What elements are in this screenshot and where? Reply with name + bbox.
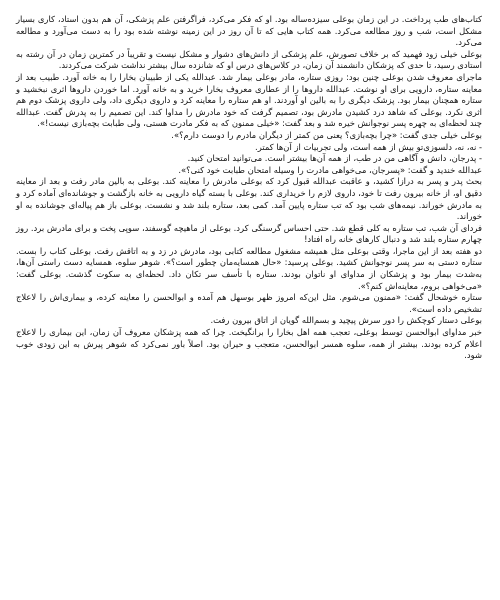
paragraph-3: ماجرای معروف شدن بوعلی چنین بود: روزی ستاره، مادر بوعلی بیمار شد. عبدالله یکی از طبیبان بخارا را به خانه آورد. طبیب بعد از معاینه ستاره، دارویی برای او نوشت. عبدالله داروها را از عطاری معروف بخارا خرید و به خانه آورد. اما خوردن داروها اثری نبخشید و ستاره همچنان بیمار بود. پزشک دیگری را به بالین او آوردند. او هم ستاره را معاینه کرد و داروی دیگری داد، ولی داروی پزشک دوم هم اثری نکرد. بوعلی که شاهد درد کشیدن مادرش بود، تصمیم گرفت که خود مادرش را مداوا کند. این تصمیم را به پدرش گفت. عبدالله چند لحظه‌ای به چهره پسر نوجوانش خیره شد و بعد گفت: «خیلی ممنون که به فکر مادرت هستی، ولی طبابت بچه‌بازی نیست!». (16, 71, 482, 129)
paragraph-1: کتاب‌های طب پرداخت. در این زمان بوعلی سیزده‌ساله بود. او که فکر می‌کرد، فراگرفتن علم پزشکی، آن هم بدون استاد، کاری بسیار مشکل است، شب و روز مطالعه می‌کرد. همه کتاب هایی که تا آن روز در این زمینه نوشته شده بود را به دست می‌آورد و مطالعه می‌کرد. (16, 14, 482, 48)
paragraph-10: دو هفته بعد از این ماجرا، وقتی بوعلی مثل همیشه مشغول مطالعه کتابی بود، مادرش در زد و به اتاقش رفت. بوعلی کتاب را بست. ستاره دستی به سر پسر نوجوانش کشید. بوعلی پرسید: «حال همسایه‌مان چطور است؟». شوهر سلوه، همسایه دست راستی آن‌ها، به‌شدت بیمار بود و پزشکان از مداوای او ناتوان بودند. ستاره با تأسف سر تکان داد. لحظه‌ای به سکوت گذشت. بوعلی گفت: «می‌خواهی بروم، معاینه‌اش کنم؟». (16, 245, 482, 291)
paragraph-12: بوعلی دستار کوچکش را دور سرش پیچید و بسم‌الله گویان از اتاق بیرون رفت. (210, 315, 482, 326)
paragraph-7: عبدالله خندید و گفت: «پسرجان، می‌خواهی مادرت را وسیله امتحان طبابت خود کنی؟». (178, 164, 482, 175)
paragraph-6: - پدرجان، دانش و آگاهی من در طب، از همه آن‌ها بیشتر است. می‌توانید امتحان کنید. (187, 153, 482, 164)
paragraph-4: بوعلی خیلی جدی گفت: «چرا بچه‌بازی؟ یعنی من کمتر از دیگران مادرم را دوست دارم؟». (171, 129, 482, 140)
paragraph-2: بوعلی خیلی زود فهمید که بر خلاف تصورش، علم پزشکی از دانش‌های دشوار و مشکل نیست و تقریباً در کمترین زمان در آن رشته به استادی رسید، تا حدی که پزشکان دانشمند آن زمان، در کلاس‌های درس او که شانزده سال بیشتر نداشت شرکت می‌کردند. (16, 48, 482, 71)
paragraph-8: بحث پدر و پسر به درازا کشید، و عاقبت عبدالله قبول کرد که بوعلی مادرش را معاینه کند. بوعلی به بالین مادر رفت و بعد از معاینه دقیق او، از خانه بیرون رفت تا خود، داروی لازم را خریداری کند. بوعلی با بسته گیاه دارویی به خانه بازگشت و جوشانده‌ای آماده کرد و به مادرش خوراند. نیمه‌های شب بود که تب ستاره پایین آمد. کمی بعد، ستاره بلند شد و نشست. بوعلی باز هم پیاله‌ای جوشانده به او خوراند. (16, 176, 482, 222)
document-page (16, 14, 482, 362)
paragraph-13: خبر مداوای ابوالحسن توسط بوعلی، تعجب همه اهل بخارا را برانگیخت. چرا که همه پزشکان معروف آن زمان، این بیماری را لاعلاج اعلام کرده بودند. بیشتر از همه، سلوه همسر ابوالحسن، متعجب و حیران بود. اصلاً باور نمی‌کرد که شوهر پیرش به این زودی خوب شود. (16, 327, 482, 361)
paragraph-5: - نه، نه، دلسوزی‌تو بیش از همه است، ولی تجربیات از آن‌ها کمتر. (255, 141, 482, 152)
paragraph-9: فردای آن شب، تب ستاره به کلی قطع شد. حتی احساس گرسنگی کرد. بوعلی از ماهیچه گوسفند، سوپی پخت و برای مادرش برد. روز چهارم ستاره بلند شد و دنبال کارهای خانه راه افتاد! (16, 222, 482, 245)
paragraph-11: ستاره خوشحال گفت: «ممنون می‌شوم. مثل این‌که امروز ظهر بوسهل هم آمده و ابوالحسن را معاینه کرده، و بیماری‌اش را لاعلاج تشخیص داده است». (16, 292, 482, 314)
